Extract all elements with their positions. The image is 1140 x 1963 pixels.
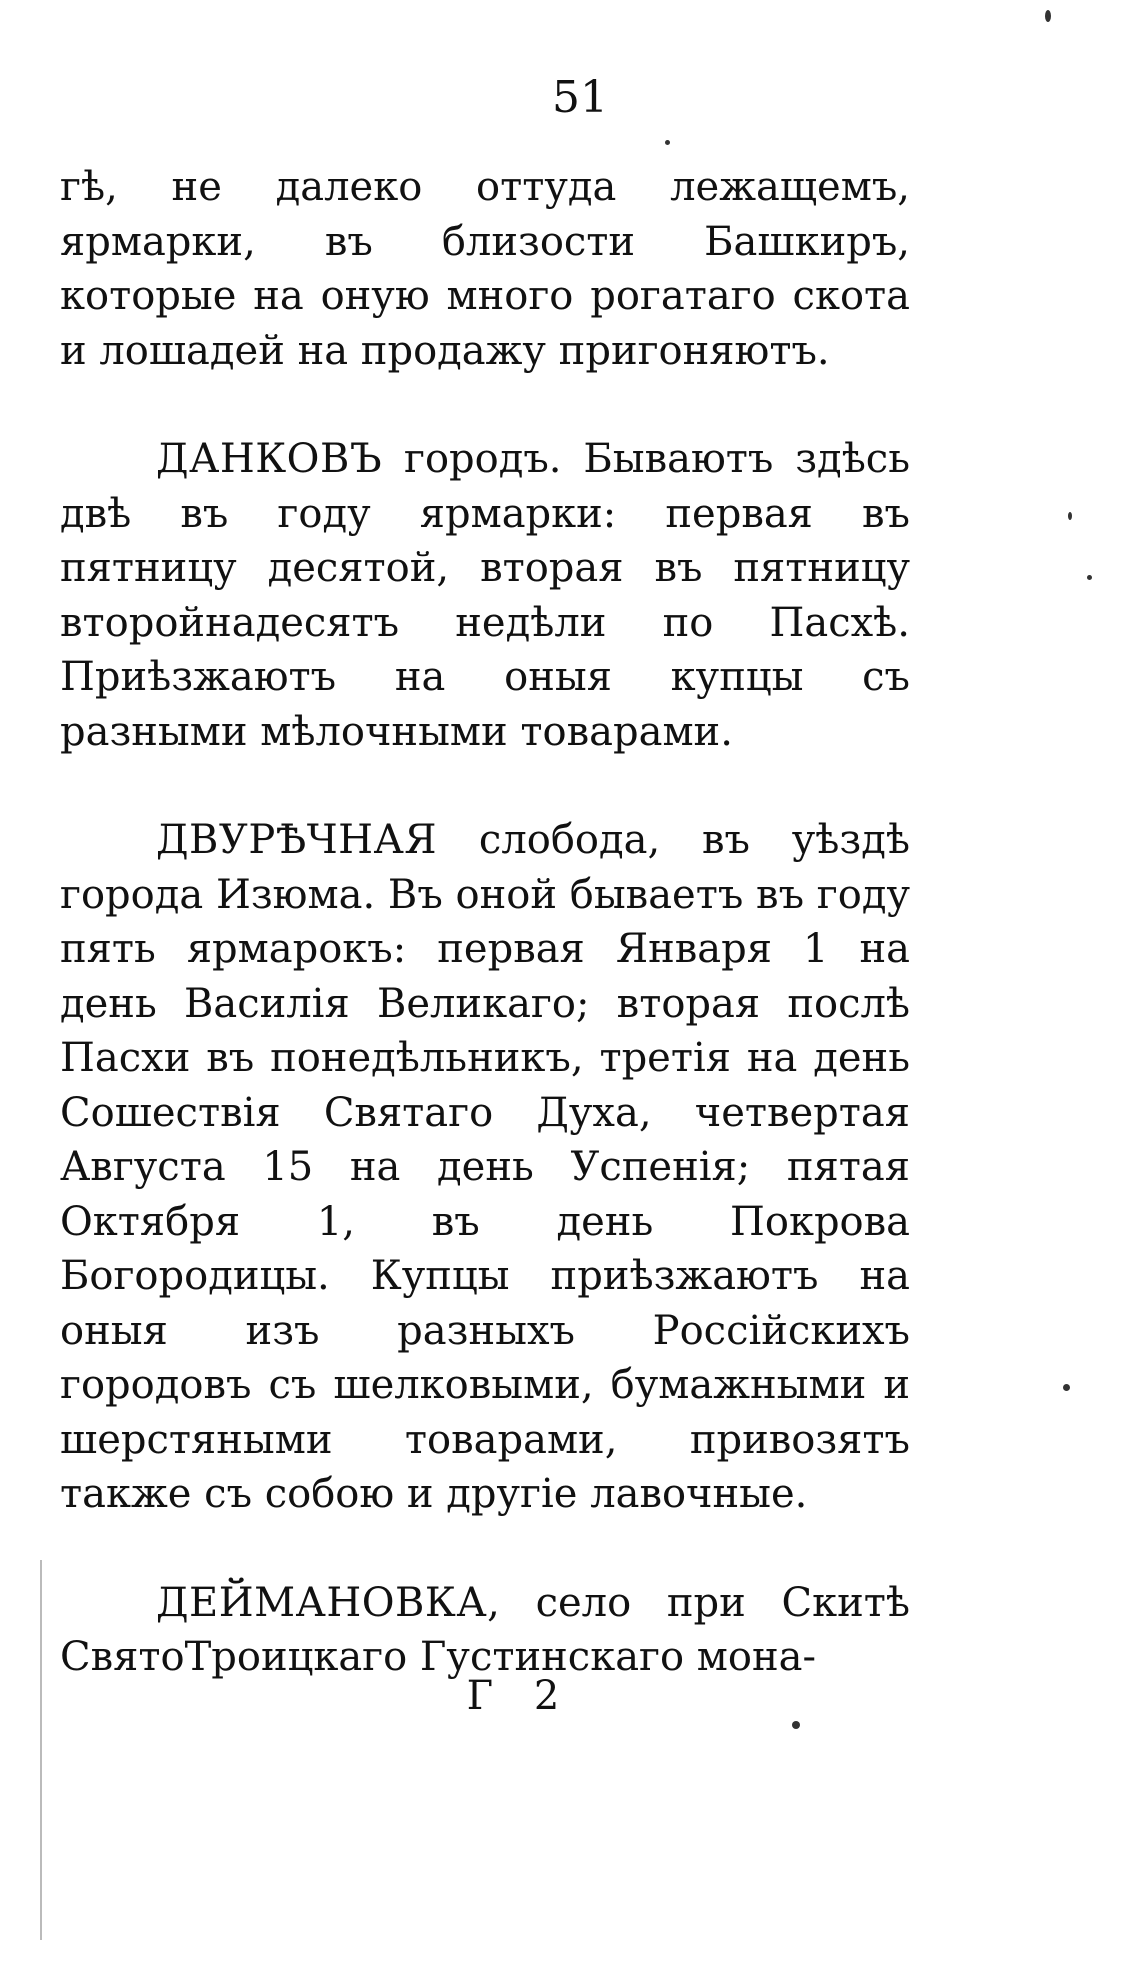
paragraph-text: , село при Скитѣ СвятоТроицкаго Густинскаго мона-	[60, 1579, 910, 1680]
entry-heading: ДЕЙМАНОВКА	[156, 1579, 488, 1626]
scan-speck	[792, 1721, 800, 1729]
paragraph-text: слобода, въ уѣздѣ города Изюма. Въ оной бываетъ въ году пять ярмарокъ: первая Января 1 на день Василія Великаго; вторая послѣ Пасхи въ понедѣльникъ, третія на день Сошествія Святаго Духа, четвертая Августа 15 на день Успенія; пятая Октября 1, въ день Покрова Богородицы. Купцы приѣзжаютъ на оныя изъ разныхъ Россійскихъ городовъ съ шелковыми, бумажными и шерстяными товарами, привозятъ также съ собою и другіе лавочные.	[60, 817, 910, 1517]
scan-speck	[665, 140, 670, 145]
paragraph-text: городъ. Бываютъ здѣсь двѣ въ году ярмарки: первая въ пятницу десятой, вторая въ пятницу второйнадесятъ недѣли по Пасхѣ. Приѣзжаютъ на оныя купцы съ разными мѣлочными товарами.	[60, 436, 910, 755]
scan-speck	[1045, 10, 1051, 22]
entry-heading: ДВУРѢЧНАЯ	[156, 817, 438, 863]
scan-speck	[1063, 1384, 1070, 1391]
signature-mark: Г 2	[466, 1673, 574, 1719]
paragraph-entry-dankov	[60, 432, 910, 759]
paragraph-entry-dvurechnaya	[60, 813, 910, 1522]
paragraph-text: гѣ, не далеко оттуда лежащемъ, ярмарки, въ близости Башкиръ, которые на оную много рогатаго скота и лошадей на продажу пригоняютъ.	[60, 164, 910, 374]
margin-scan-line	[40, 1560, 42, 1940]
entry-heading: ДАНКОВЪ	[156, 436, 383, 482]
body-text	[60, 160, 910, 1739]
page-number: 51	[552, 72, 608, 123]
scan-speck	[1068, 512, 1072, 520]
scan-speck	[1087, 575, 1092, 580]
paragraph-continuation	[60, 160, 910, 378]
